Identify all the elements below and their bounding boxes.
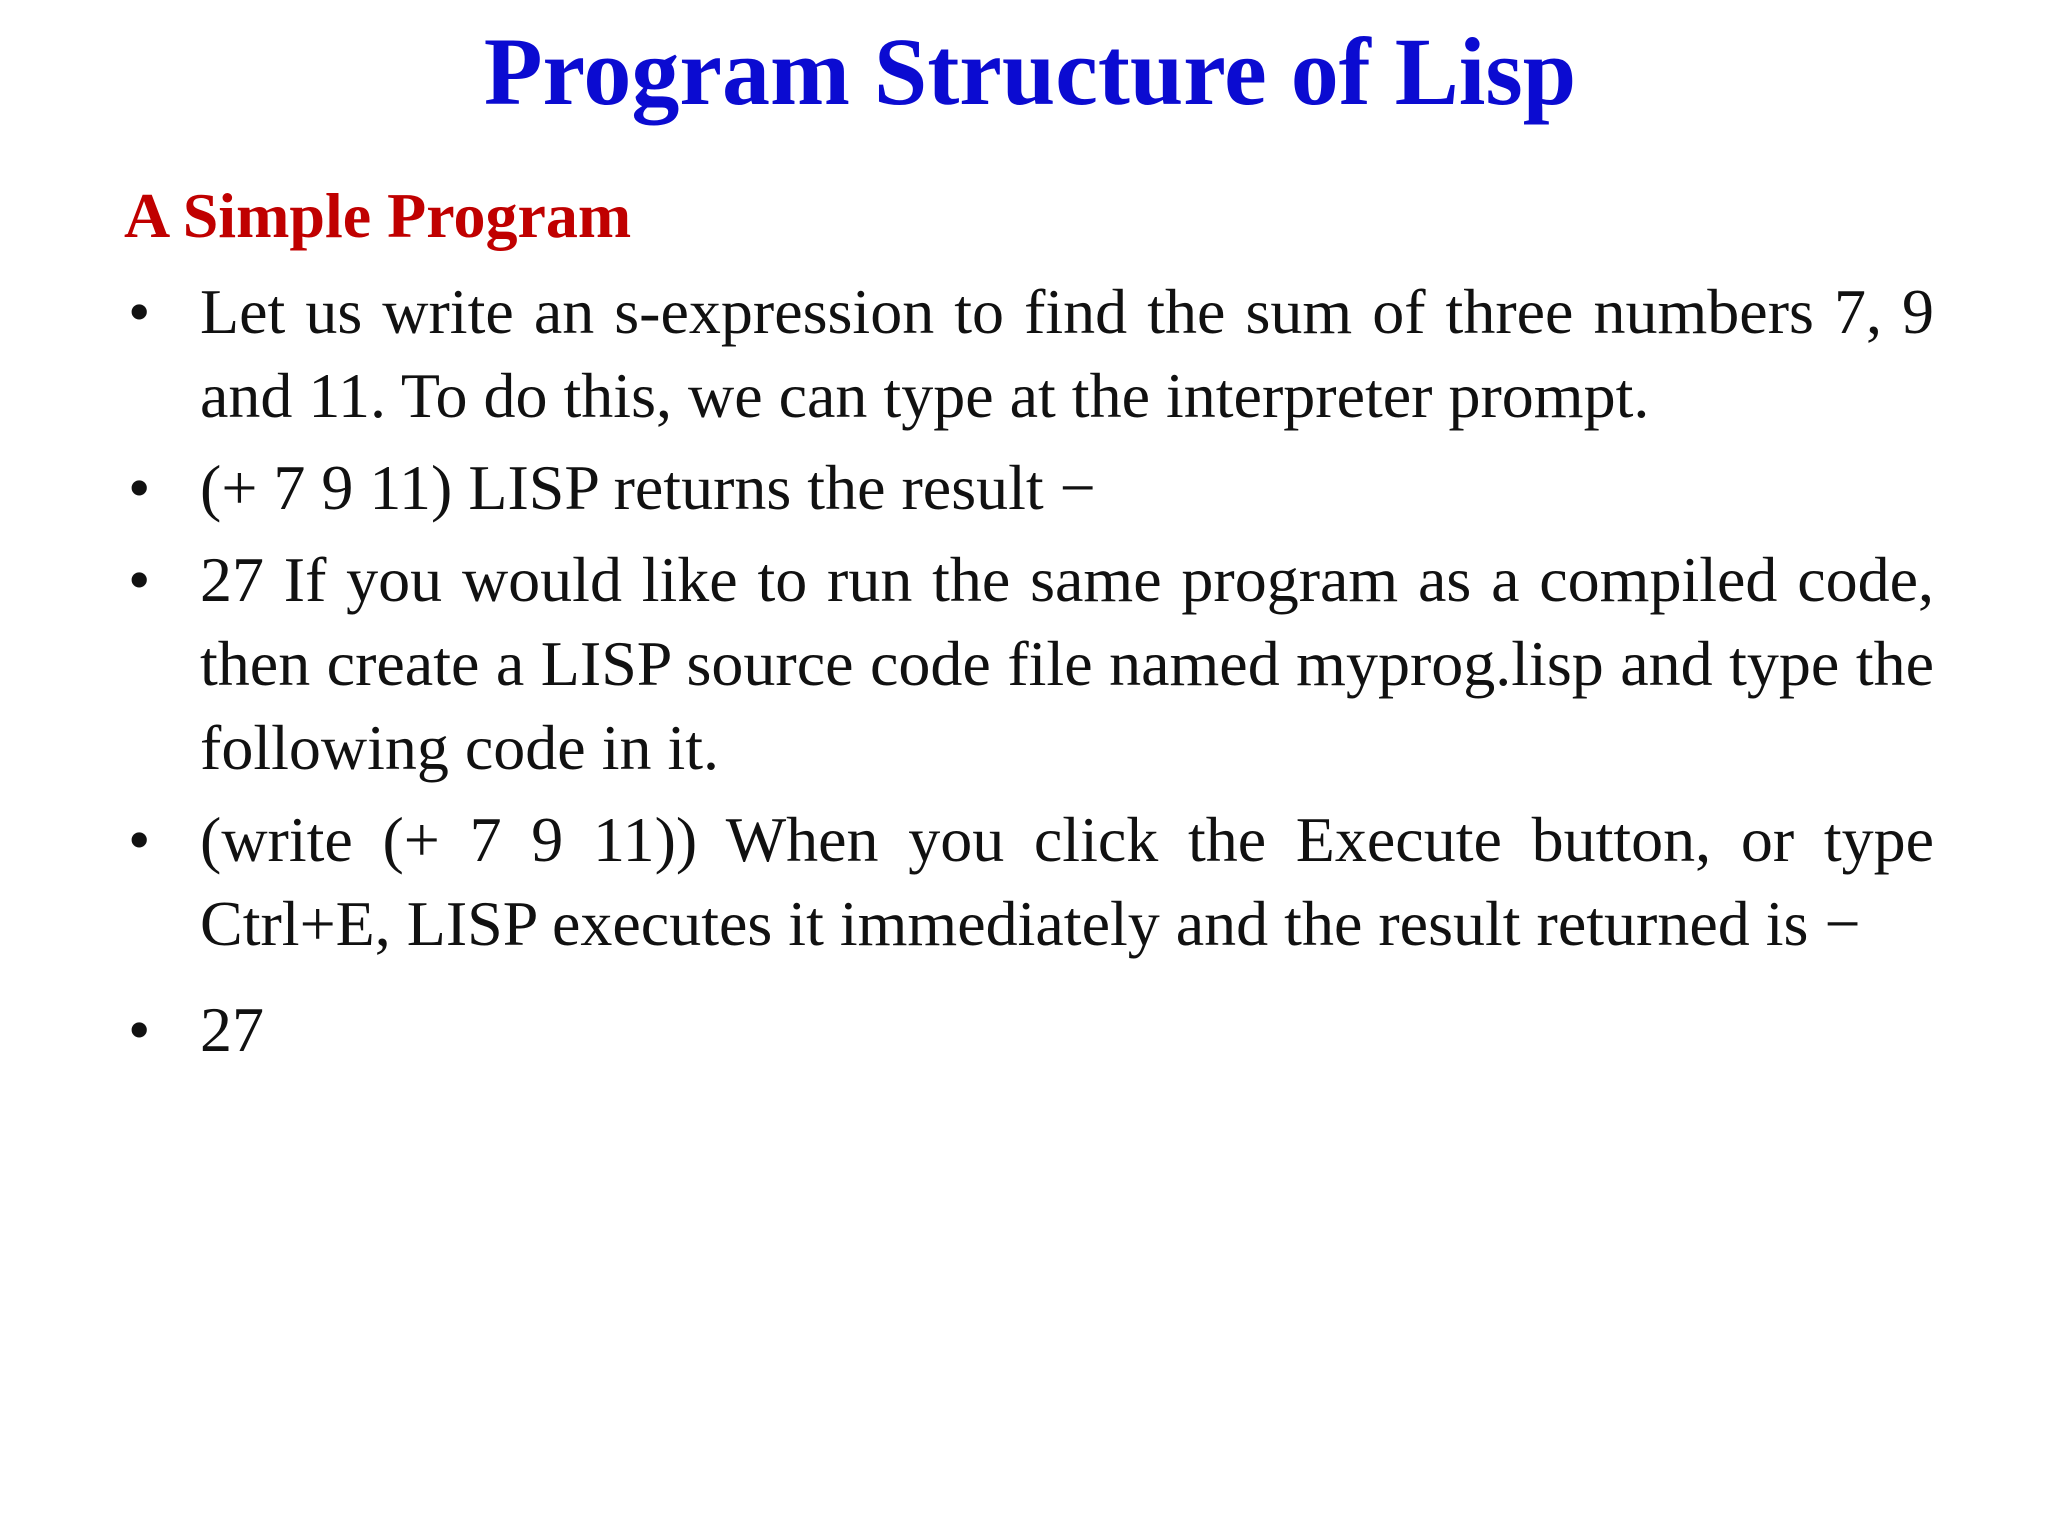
bullet-item-2 (122, 446, 1934, 530)
bullet-item-5 (122, 988, 1934, 1072)
bullet-item-4 (122, 798, 1934, 966)
slide-title: Program Structure of Lisp (483, 18, 1577, 125)
bullet-list (122, 270, 1934, 1080)
bullet-text: (write (+ 7 9 11)) When you click the Execute button, or type Ctrl+E, LISP executes it immediately and the result returned is − (200, 804, 1934, 959)
bullet-icon: • (128, 994, 151, 1065)
bullet-text: (+ 7 9 11) LISP returns the result − (200, 452, 1096, 523)
bullet-icon: • (128, 544, 151, 615)
bullet-icon: • (128, 804, 151, 875)
section-heading: A Simple Program (124, 180, 632, 251)
bullet-item-1 (122, 270, 1934, 438)
bullet-icon: • (128, 276, 151, 347)
bullet-text: 27 (200, 994, 264, 1065)
bullet-text: 27 If you would like to run the same program as a compiled code, then create a LISP source code file named myprog.lisp and type the following code in it. (200, 544, 1934, 783)
bullet-text: Let us write an s-expression to find the sum of three numbers 7, 9 and 11. To do this, we can type at the interpreter prompt. (200, 276, 1934, 431)
bullet-item-3 (122, 538, 1934, 790)
bullet-icon: • (128, 452, 151, 523)
